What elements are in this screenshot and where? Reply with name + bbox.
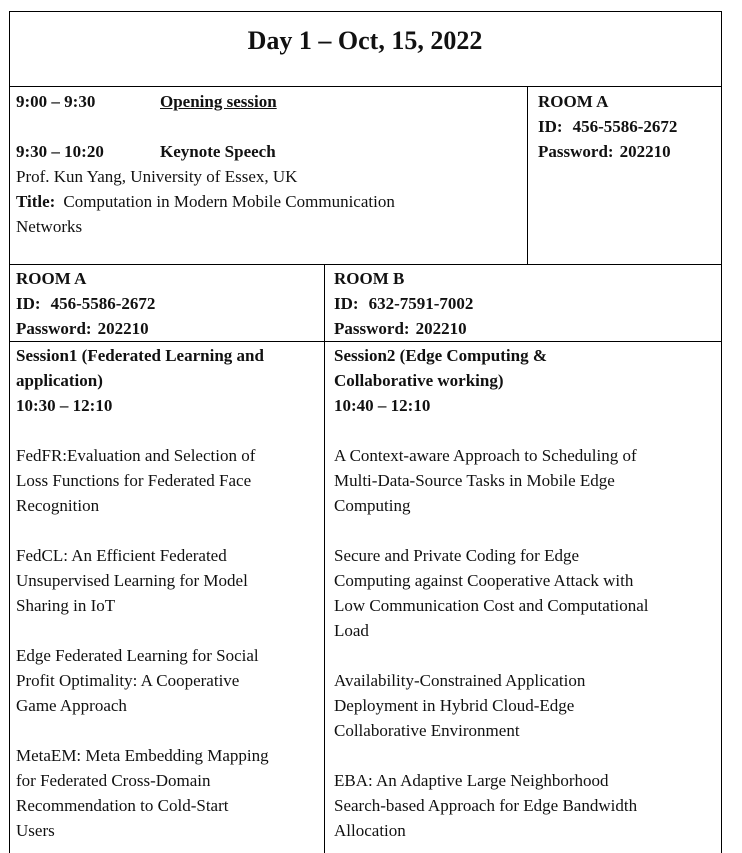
keynote-speaker: Prof. Kun Yang, University of Essex, UK bbox=[16, 167, 298, 186]
day-title: Day 1 – Oct, 15, 2022 bbox=[247, 26, 483, 55]
paper-line: Loss Functions for Federated Face bbox=[16, 471, 252, 490]
paper-line: Unsupervised Learning for Model bbox=[16, 571, 248, 590]
paper-line: Edge Federated Learning for Social bbox=[16, 646, 259, 665]
session2-time: 10:40 – 12:10 bbox=[334, 396, 431, 415]
paper-line: Search-based Approach for Edge Bandwidth bbox=[334, 796, 638, 815]
paper-line: Computing bbox=[334, 496, 411, 515]
room-a-id-label: ID: bbox=[16, 294, 41, 313]
opening-time: 9:00 – 9:30 bbox=[16, 92, 96, 111]
opening-room-password bbox=[538, 139, 671, 164]
room-b-name: ROOM B bbox=[334, 269, 405, 288]
table-border-right bbox=[721, 11, 722, 853]
session2-title-cont: Collaborative working) bbox=[334, 371, 504, 390]
paper-line: EBA: An Adaptive Large Neighborhood bbox=[334, 771, 609, 790]
paper-line: MetaEM: Meta Embedding Mapping bbox=[16, 746, 269, 765]
table-border-left bbox=[9, 11, 10, 853]
paper-line: Game Approach bbox=[16, 696, 127, 715]
opening-room-id bbox=[538, 114, 677, 139]
paper-line: Recommendation to Cold-Start bbox=[16, 796, 229, 815]
room-b-pw-value: 202210 bbox=[415, 319, 467, 338]
paper-line: Multi-Data-Source Tasks in Mobile Edge bbox=[334, 471, 615, 490]
paper-line: Allocation bbox=[334, 821, 406, 840]
paper-line: Profit Optimality: A Cooperative bbox=[16, 671, 240, 690]
paper-line: Collaborative Environment bbox=[334, 721, 520, 740]
opening-room-id-value: 456-5586-2672 bbox=[572, 117, 678, 136]
room-b-id-value: 632-7591-7002 bbox=[368, 294, 474, 313]
room-a-pw-label: Password: bbox=[16, 319, 92, 338]
opening-room-pw-label: Password: bbox=[538, 142, 614, 161]
row-divider-room-info bbox=[9, 341, 722, 342]
paper-line: Sharing in IoT bbox=[16, 596, 116, 615]
room-a-name: ROOM A bbox=[16, 269, 87, 288]
row-divider-header bbox=[9, 86, 722, 87]
keynote-title-text: Computation in Modern Mobile Communication bbox=[63, 192, 395, 211]
paper-line: FedFR:Evaluation and Selection of bbox=[16, 446, 256, 465]
paper-line: Users bbox=[16, 821, 55, 840]
keynote-title-label: Title: bbox=[16, 192, 56, 211]
room-a-id-value: 456-5586-2672 bbox=[50, 294, 156, 313]
paper-line: Computing against Cooperative Attack with bbox=[334, 571, 634, 590]
keynote-time: 9:30 – 10:20 bbox=[16, 142, 104, 161]
opening-room-pw-value: 202210 bbox=[619, 142, 671, 161]
paper-line: Secure and Private Coding for Edge bbox=[334, 546, 580, 565]
table-border-top bbox=[9, 11, 722, 12]
col-divider-opening-room bbox=[527, 86, 528, 265]
paper-line: FedCL: An Efficient Federated bbox=[16, 546, 227, 565]
paper-line: Availability-Constrained Application bbox=[334, 671, 586, 690]
paper-line: Recognition bbox=[16, 496, 100, 515]
paper-line: Load bbox=[334, 621, 369, 640]
paper-line: A Context-aware Approach to Scheduling of bbox=[334, 446, 637, 465]
room-b-id-label: ID: bbox=[334, 294, 359, 313]
paper-line: Low Communication Cost and Computational bbox=[334, 596, 649, 615]
room-b-password bbox=[334, 316, 467, 341]
room-b-pw-label: Password: bbox=[334, 319, 410, 338]
row-divider-opening bbox=[9, 264, 722, 265]
paper-line: Deployment in Hybrid Cloud-Edge bbox=[334, 696, 575, 715]
room-a-pw-value: 202210 bbox=[97, 319, 149, 338]
opening-session-label: Opening session bbox=[160, 92, 277, 111]
keynote-label: Keynote Speech bbox=[160, 142, 276, 161]
opening-room-id-label: ID: bbox=[538, 117, 563, 136]
session1-time: 10:30 – 12:10 bbox=[16, 396, 113, 415]
keynote-title-cont: Networks bbox=[16, 217, 83, 236]
session1-title-cont: application) bbox=[16, 371, 103, 390]
session1-title: Session1 (Federated Learning and bbox=[16, 346, 264, 365]
paper-line: for Federated Cross-Domain bbox=[16, 771, 211, 790]
col-divider-sessions bbox=[324, 264, 325, 853]
session2-title: Session2 (Edge Computing & bbox=[334, 346, 548, 365]
room-a-id bbox=[16, 291, 155, 316]
room-a-password bbox=[16, 316, 149, 341]
keynote-title bbox=[16, 189, 395, 214]
room-b-id bbox=[334, 291, 473, 316]
opening-room-name: ROOM A bbox=[538, 92, 609, 111]
